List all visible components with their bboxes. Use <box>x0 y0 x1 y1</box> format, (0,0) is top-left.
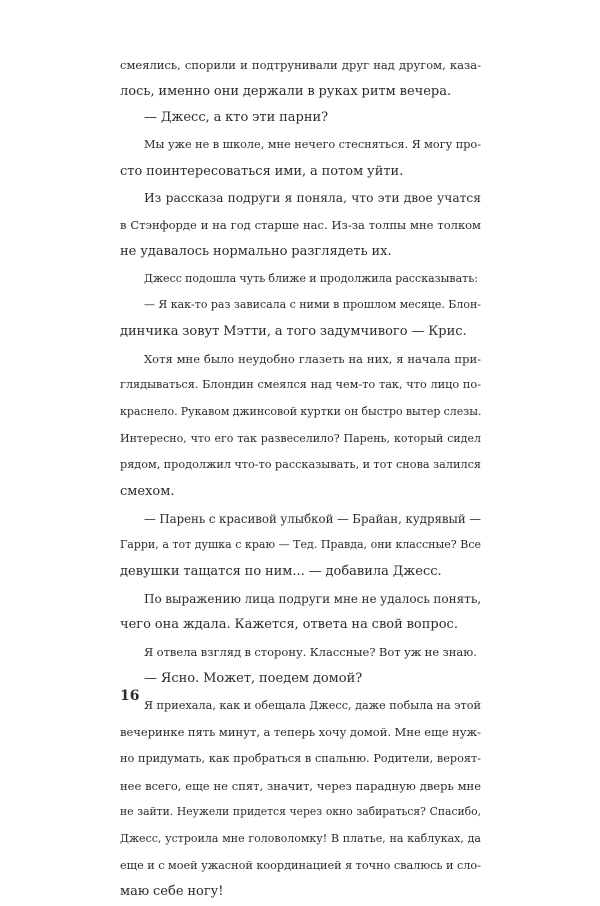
text-line: — Я как-то раз зависала с ними в прошлом месяце. Блон- <box>144 298 481 312</box>
text-line: динчика зовут Мэтти, а того задумчивого — Крис. <box>120 323 467 339</box>
text-line: Хотя мне было неудобно глазеть на них, я начала при- <box>144 351 481 366</box>
text-line: Гарри, а тот душка с краю — Тед. Правда, они классные? Все <box>120 538 481 552</box>
text-line: Я отвела взгляд в сторону. Классные? Вот уж не знаю. <box>144 645 477 660</box>
text-line: не зайти. Неужели придется через окно забираться? Спасибо, <box>120 805 481 819</box>
text-line: Интересно, что его так развеселило? Парень, который сидел <box>120 431 481 445</box>
page-number: 16 <box>120 688 140 704</box>
text-line: Из рассказа подруги я поняла, что эти двое учатся <box>144 191 481 206</box>
text-line: — Парень с красивой улыбкой — Брайан, кудрявый — <box>144 511 481 526</box>
text-line: нее всего, еще не спят, значит, через парадную дверь мне <box>120 778 481 793</box>
text-line: маю себе ногу! <box>120 884 224 900</box>
text-line: Джесс подошла чуть ближе и продолжила рассказывать: <box>144 271 478 285</box>
text-line: Мы уже не в школе, мне нечего стесняться. Я могу про- <box>144 138 481 152</box>
text-line: рядом, продолжил что-то рассказывать, и тот снова залился <box>120 458 481 472</box>
text-line: смехом. <box>120 484 175 499</box>
text-line: в Стэнфорде и на год старше нас. Из-за толпы мне толком <box>120 218 481 233</box>
text-line: глядываться. Блондин смеялся над чем-то так, что лицо по- <box>120 378 481 392</box>
text-line: краснело. Рукавом джинсовой куртки он быстро вытер слезы. <box>120 404 482 418</box>
text-line: чего она ждала. Кажется, ответа на свой вопрос. <box>120 617 458 633</box>
text-line: Я приехала, как и обещала Джесс, даже побыла на этой <box>144 698 481 712</box>
text-line: лось, именно они держали в руках ритм вечера. <box>120 83 452 99</box>
text-line: — Джесс, а кто эти парни? <box>144 110 329 126</box>
text-line: но придумать, как пробраться в спальню. Родители, вероят- <box>120 751 481 765</box>
text-line: вечеринке пять минут, а теперь хочу домой. Мне еще нуж- <box>120 725 481 740</box>
text-line: — Ясно. Может, поедем домой? <box>144 670 363 686</box>
text-line: Джесс, устроила мне головоломку! В платье, на каблуках, да <box>120 831 481 845</box>
text-line: девушки тащатся по ним... — добавила Джесс. <box>120 564 442 580</box>
text-line: смеялись, спорили и подтрунивали друг над другом, каза- <box>120 58 481 72</box>
text-line: сто поинтересоваться ими, а потом уйти. <box>120 163 404 179</box>
text-line: По выражению лица подруги мне не удалось понять, <box>144 591 482 606</box>
body-text <box>120 52 481 906</box>
text-line: еще и с моей ужасной координацией я точно свалюсь и сло- <box>120 858 481 872</box>
text-line: не удавалось нормально разглядеть их. <box>120 243 392 259</box>
